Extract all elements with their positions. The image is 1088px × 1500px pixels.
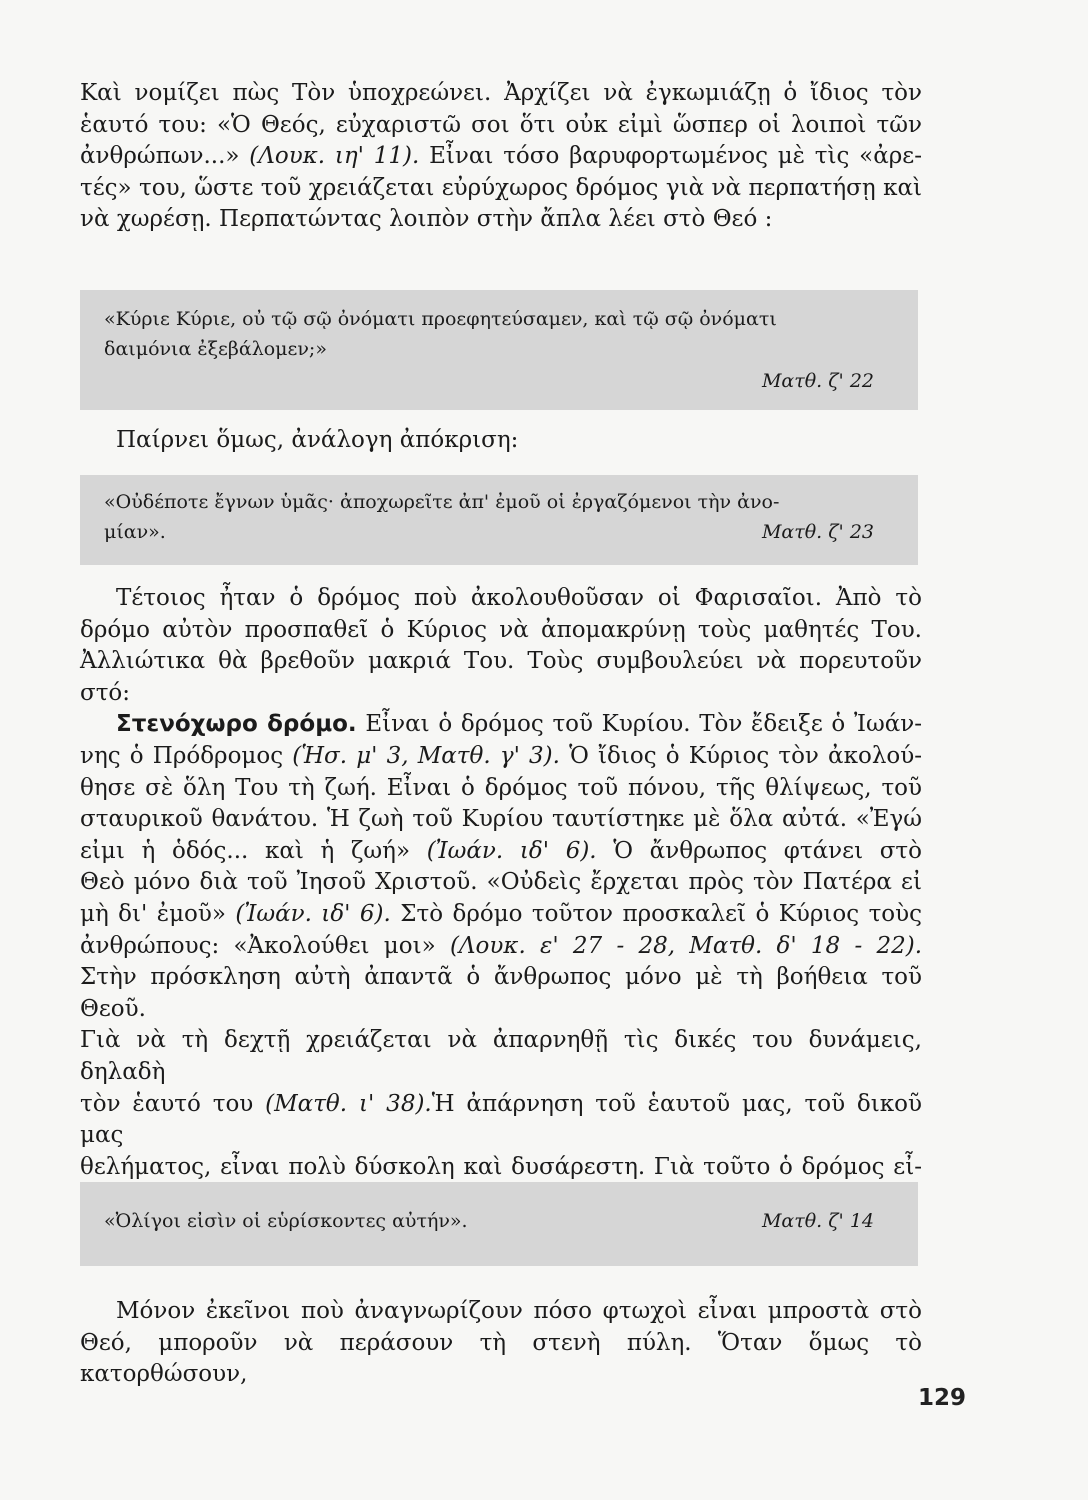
text-span: νης ὁ Πρόδρομος [80, 742, 293, 769]
text-span: εἰμι ἡ ὁδός... καὶ ἡ ζωή» [80, 837, 427, 864]
text-line: Θεό, μποροῦν νὰ περάσουν τὴ στενὴ πύλη. Ὅταν ὅμως τὸ κατορθώσουν, [80, 1329, 922, 1388]
text-line: Ἀλλιώτικα θὰ βρεθοῦν μακριά Του. Τοὺς συμβουλεύει νὰ πορευτοῦν στό: [80, 648, 922, 706]
text-span: Στὸ δρόμο τοῦτον προσκαλεῖ ὁ Κύριος τοὺς [390, 900, 923, 927]
scripture-reference: (Ἰωάν. ιδ' 6). [426, 837, 597, 864]
text-line [80, 709, 922, 741]
text-line: Μόνον ἐκεῖνοι ποὺ ἀναγνωρίζουν πόσο φτωχοὶ εἶναι μπροστὰ στὸ [116, 1298, 922, 1324]
paragraph-4 [80, 1296, 922, 1391]
text-span: τὸν ἑαυτό του [80, 1090, 266, 1117]
text-span: Εἶναι τόσο βαρυφορτωμένος μὲ τὶς «ἀρε- [419, 143, 922, 170]
text-line: θησε σὲ ὅλη Του τὴ ζωή. Εἶναι ὁ δρόμος τοῦ πόνου, τῆς θλίψεως, τοῦ [80, 774, 922, 801]
paragraph-3 [80, 583, 922, 1215]
paragraph-2 [80, 425, 958, 457]
text-line [80, 741, 922, 773]
text-line: δρόμο αὐτὸν προσπαθεῖ ὁ Κύριος νὰ ἀπομακρύνῃ τοὺς μαθητές Του. [80, 616, 922, 643]
quote-citation: Ματθ. ζ' 22 [761, 370, 874, 392]
quote-line: μίαν». [104, 521, 166, 543]
text-line: Θεὸ μόνο διὰ τοῦ Ἰησοῦ Χριστοῦ. «Οὐδεὶς ἔρχεται πρὸς τὸν Πατέρα εἰ [80, 869, 922, 896]
quote-line: «Ὀλίγοι εἰσὶν οἱ εὑρίσκοντες αὐτήν». [104, 1210, 468, 1232]
quote-box-2 [80, 475, 918, 565]
text-line [80, 1089, 922, 1152]
scripture-reference: (Ἰωάν. ιδ' 6). [235, 900, 391, 927]
text-line: τές» του, ὥστε τοῦ χρειάζεται εὐρύχωρος δρόμος γιὰ νὰ περπατήσῃ καὶ [80, 174, 922, 201]
text-line: Στὴν πρόσκληση αὐτὴ ἀπαντᾶ ὁ ἄνθρωπος μόνο μὲ τὴ βοήθεια τοῦ Θεοῦ. [80, 964, 922, 1022]
text-span: Ἡ ἀπάρνηση τοῦ ἑαυτοῦ μας, τοῦ δικοῦ μας [80, 1090, 922, 1149]
quote-line: «Οὐδέποτε ἔγνων ὑμᾶς· ἀποχωρεῖτε ἀπ' ἐμοῦ οἱ ἐργαζόμενοι τὴν ἀνο- [104, 491, 780, 513]
scripture-reference: (Ματθ. ι' 38). [265, 1090, 432, 1117]
text-span: Εἶναι ὁ δρόμος τοῦ Κυρίου. Τὸν ἔδειξε ὁ Ἰωάν- [356, 711, 922, 738]
text-line: ἑαυτό του: «Ὁ Θεός, εὐχαριστῶ σοι ὅτι οὐκ εἰμὶ ὥσπερ οἱ λοιποὶ τῶν [80, 111, 922, 138]
text-span: Ὁ ἴδιος ὁ Κύριος τὸν ἀκολού- [559, 742, 922, 769]
emphasized-heading: Στενόχωρο δρόμο. [116, 711, 357, 738]
text-line: Γιὰ νὰ τὴ δεχτῇ χρειάζεται νὰ ἀπαρνηθῇ τὶς δικές του δυνάμεις, δηλαδὴ [80, 1027, 922, 1085]
text-line [80, 141, 922, 173]
text-span: Ὁ ἄνθρωπος φτάνει στὸ [596, 837, 922, 864]
text-line: θελήματος, εἶναι πολὺ δύσκολη καὶ δυσάρεστη. Γιὰ τοῦτο ὁ δρόμος εἶ- [80, 1153, 922, 1180]
scripture-reference: (Λουκ. ιη' 11). [249, 143, 420, 170]
paragraph-1 [80, 78, 922, 236]
quote-citation: Ματθ. ζ' 14 [761, 1210, 874, 1232]
scripture-reference: (Λουκ. ε' 27 - 28, Ματθ. δ' 18 - 22). [449, 932, 923, 959]
text-span: μὴ δι' ἐμοῦ» [80, 900, 236, 927]
quote-citation: Ματθ. ζ' 23 [761, 521, 874, 543]
quote-box-3 [80, 1182, 918, 1266]
text-line: Τέτοιος ἦταν ὁ δρόμος ποὺ ἀκολουθοῦσαν οἱ Φαρισαῖοι. Ἀπὸ τὸ [116, 585, 922, 611]
quote-line: δαιμόνια ἐξεβάλομεν;» [104, 338, 327, 360]
text-line [80, 836, 922, 868]
text-line: Καὶ νομίζει πὼς Τὸν ὑποχρεώνει. Ἀρχίζει νὰ ἐγκωμιάζῃ ὁ ἴδιος τὸν [80, 80, 922, 106]
text-line: νὰ χωρέσῃ. Περπατώντας λοιπὸν στὴν ἄπλα λέει στὸ Θεό : [80, 206, 773, 233]
quote-box-1 [80, 290, 918, 410]
text-line [80, 899, 922, 931]
scripture-reference: (Ἡσ. μ' 3, Ματθ. γ' 3). [292, 742, 560, 769]
text-span: ἀνθρώπων...» [80, 143, 250, 170]
text-span: ἀνθρώπους: «Ἀκολούθει μοι» [80, 932, 450, 959]
text-line [80, 931, 922, 963]
text-line: Παίρνει ὅμως, ἀνάλογη ἀπόκριση: [116, 427, 519, 453]
text-line: σταυρικοῦ θανάτου. Ἡ ζωὴ τοῦ Κυρίου ταυτίστηκε μὲ ὅλα αὐτά. «Ἐγώ [80, 806, 922, 833]
quote-line: «Κύριε Κύριε, οὐ τῷ σῷ ὀνόματι προεφητεύσαμεν, καὶ τῷ σῷ ὀνόματι [104, 308, 777, 330]
page-number: 129 [918, 1385, 967, 1411]
